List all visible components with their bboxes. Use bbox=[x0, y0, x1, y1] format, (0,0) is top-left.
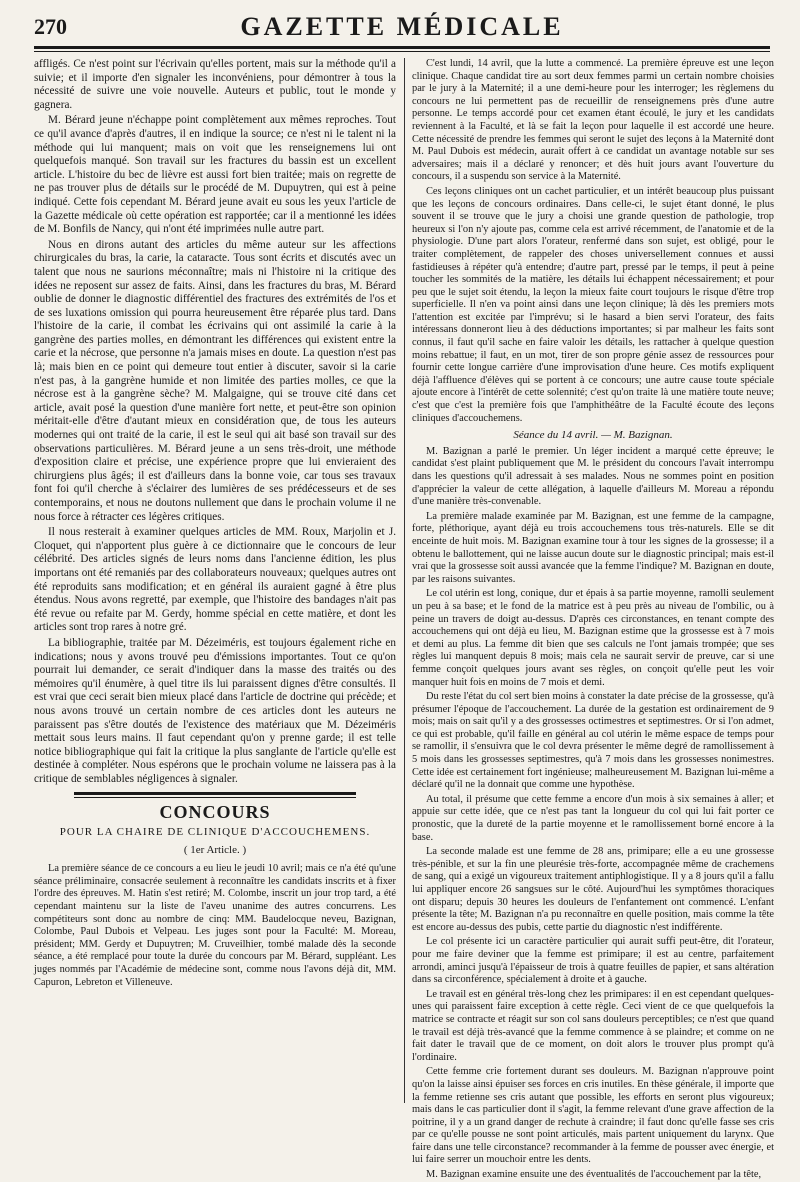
paragraph: La bibliographie, traitée par M. Dézeiméris, est toujours également riche en indications; nous y avons trouvé peu d'émissions importantes. Tout ce qu'on pourrait lui demander, ce serait d'indiquer dans la masse des traités ou des mémoires qu'il énumère, à quel titre ils lui paraissent dignes d'être consultés. Il est vrai que ceci serait bien mieux placé dans l'article de doctrine qui précède; et nous avons trouvé un certain nombre de ces articles dont les auteurs ne paraissent pas s'être doutés de l'existence des matériaux que M. Dézeiméris mettait sous leurs mains. Il faut cependant qu'on y prenne garde; il est telle notice bibliographique qui fait la critique la plus sanglante de l'article qu'elle est destinée à compléter. Nous espérons que le prochain volume ne laissera pas à la critique de semblables négligences à signaler. bbox=[34, 636, 396, 785]
paragraph: Le col présente ici un caractère particulier qui aurait suffi peut-être, dit l'orateur, pour me faire deviner que la femme est primipare; il est au centre, parfaitement arrondi, aminci jusqu'à l'épaisseur de trois à quatre feuilles de papier, et sans altération dans sa circonférence, spécialement à droite et à gauche. bbox=[412, 936, 774, 986]
page-number: 270 bbox=[34, 14, 67, 39]
right-column bbox=[412, 58, 774, 1182]
paragraph: La première séance de ce concours a eu lieu le jeudi 10 avril; mais ce n'a été qu'une séance préliminaire, consacrée seulement à reconnaître les candidats inscrits et à fixer l'ordre des épreuves. M. Hatin s'est retiré; M. Colombe, inscrit un jour trop tard, a été cependant maintenu sur la liste de l'aveu unanime des autres concurrens. Les compétiteurs sont donc au nombre de cinq: MM. Baudelocque neveu, Bazignan, Colombe, Paul Dubois et Velpeau. Les juges sont pour la Faculté: M. Moreau, président; MM. Gerdy et Dupuytren; M. Cruveilhier, tombé malade dès la seconde séance, a été remplacé pour toute la durée du concours par M. Bérard, suppléant. Les juges nommés par l'Académie de médecine sont, comme nous l'avons déjà dit, MM. Capuron, Lebreton et Villeneuve. bbox=[34, 863, 396, 988]
paragraph: Au total, il présume que cette femme a encore d'un mois à six semaines à aller; et appuie sur cette idée, que ce n'est pas tant la longueur du col qui lui fait porter ce pronostic, que la dureté de la partie moyenne et le ramollissement borné encore à la base. bbox=[412, 793, 774, 843]
paragraph: Il nous resterait à examiner quelques articles de MM. Roux, Marjolin et J. Cloquet, qui n'apportent plus guère à ce dictionnaire que le concours de leur célébrité. Des articles signés de leurs noms dans l'ancienne édition, les plus importans ont été remaniés par des collaborateurs nouveaux; quelques autres ont été reproduits sans modification; et en général ils auraient gagné à être plus étendus. Nous avons regretté, par exemple, que l'histoire des bandages n'ait pas été revue ou refaite par M. Gerdy, homme spécial en cette matière, et dont les articles sont trop rares à notre gré. bbox=[34, 526, 396, 634]
page-header bbox=[34, 8, 770, 48]
paragraph: La première malade examinée par M. Bazignan, est une femme de la campagne, forte, pléthorique, ayant déjà eu trois accouchemens tous très-naturels. Elle se dit enceinte de huit mois. M. Bazignan examine tour à tour les signes de la grossesse; il a obtenu le ballottement, qui ne laisse aucun doute sur le diagnostic principal; mais est-il vrai que la grossesse soit aussi avancée que la femme l'indique? M. Bazignan en doute, par les raisons suivantes. bbox=[412, 510, 774, 585]
paragraph: affligés. Ce n'est point sur l'écrivain qu'elles portent, mais sur la méthode qu'il a suivie; et il importe d'en signaler les inconvéniens, pour démontrer à tous la nécessité de suivre une voie nouvelle. Auteurs et public, tout le monde y gagnera. bbox=[34, 58, 396, 111]
paragraph: La seconde malade est une femme de 28 ans, primipare; elle a eu une grossesse très-pénible, et sur la fin une pleurésie très-forte, accompagnée même de crachemens de sang, qui a exigé un vigoureux traitement antiphlogistique. Il y a 8 jours qu'il a fallu lui appliquer encore 26 sangsues sur le côté. Aujourd'hui les symptômes thoraciques ont disparu; depuis 30 heures les douleurs de l'enfantement ont commencé. L'enfant présente la tête; M. Bazignan n'a pu reconnaître en quelle position, mais comme la tête est encore au-dessus des pubis, cette partie du diagnostic n'est indifférente. bbox=[412, 846, 774, 933]
header-rule-thick bbox=[34, 46, 770, 49]
header-rule-thin bbox=[34, 51, 770, 52]
column-divider bbox=[404, 58, 405, 1103]
session-heading: Séance du 14 avril. — M. Bazignan. bbox=[513, 429, 673, 442]
paragraph: M. Bérard jeune n'échappe point complètement aux mêmes reproches. Tout ce qu'il avance d'après d'autres, il en indique la source; ce n'est ni le talent ni la méthode qui lui manquent; mais on voit que les renseignemens lui ont quelquefois manqué. Son travail sur les fractures du bassin est un excellent article. L'histoire du bec de lièvre est aussi fort bien traitée; mais on regrette de ne pas trouver plus de détails sur le procédé de M. Dupuytren, qui est à peine indiqué. Cette fois cependant M. Bérard jeune avait eu sous les yeux l'article de la Gazette médicale où cette opération est rapportée; car il a mentionné les idées de M. Bonfils de Nancy, qui n'ont été imprimées nulle autre part. bbox=[34, 114, 396, 236]
paragraph: Ces leçons cliniques ont un cachet particulier, et un intérêt beaucoup plus puissant que les leçons de concours ordinaires. Dans celle-ci, le sujet étant donné, le plus souvent il se trouve que le jury a choisi une grande question de pathologie, trop heureux si l'on n'y ajoute pas, comme cela est arrivé récemment, de l'anatomie et de la physiologie. D'une part alors l'orateur, renfermé dans son sujet, est obligé, pour le traiter complètement, de rappeler des choses universellement connues et aussi fastidieuses à répéter qu'à entendre; d'autre part, pressé par le temps, il peut à peine toucher les sommités de la matière, les détails lui échappent nécessairement; et pour peu que le sujet soit étendu, la leçon la mieux faite court toujours le risque d'être trop superficielle. Il n'en va point ainsi dans une leçon clinique; là dès les premiers mots l'attention est excitée par l'imprévu; si le hasard a bien servi l'orateur, des faits intéressans donneront lieu à des déductions importantes; si par malheur les faits sont connus, il faut qu'il sache en faire valoir les détails, les rattacher à quelque question moins rebattue; il faut, en un mot, tirer de son propre génie assez de ressources pour fournir cette longue carrière d'une improvisation d'une heure. Ces motifs expliquent déjà l'affluence d'élèves qui se portent à ce concours; une autre cause toute spéciale ajoute encore à l'intérêt de cette solennité; c'est qu'on traite là une matière toute neuve; c'est que c'est la première fois que l'amphithéâtre de la Faculté écoute des leçons cliniques d'accouchemens. bbox=[412, 185, 774, 424]
paragraph: Du reste l'état du col sert bien moins à constater la date précise de la grossesse, qu'à présumer l'époque de l'accouchement. La durée de la gestation est ordinairement de 9 mois; mais on sait qu'il y a des grossesses octimestres et septimestres. Or si l'on admet, ce qui est probable, qu'il faille en général au col utérin le même espace de temps pour se ramollir, il s'ensuivra que le col devra présenter le même degré de ramollissement à 5 mois dans les grossesses septimestres, qu'à 7 mois dans les grossesses nonimestres. Cette idée est certainement fort ingénieuse; malheureusement M. Bazignan lui-même a déclaré qu'il ne la donnait que comme une hypothèse. bbox=[412, 691, 774, 791]
paragraph: C'est lundi, 14 avril, que la lutte a commencé. La première épreuve est une leçon clinique. Chaque candidat tire au sort deux femmes parmi un certain nombre choisies par le jury à la Maternité; il a une demi-heure pour les interroger; les règlemens du concours ne lui permettent pas de recueillir de renseignemens près d'une autre personne. Le temps accordé pour cet examen étant écoulé, le jury et les candidats reviennent à la Faculté, et là se fait la leçon pour laquelle il est accordé une heure. Cette nécessité de prendre les femmes qui seront le sujet des leçons à la Maternité dont M. Paul Dubois est médecin, aurait offert à ce candidat un avantage notable sur ses adversaires; mais il a déclaré y renoncer; et dès huit jours avant l'ouverture du concours, il a suspendu son service à la Maternité. bbox=[412, 58, 774, 183]
paragraph: Cette femme crie fortement durant ses douleurs. M. Bazignan n'approuve point qu'on la laisse ainsi épuiser ses forces en cris inutiles. En thèse générale, il importe que la femme retienne ses cris autant que possible, les efforts en seront plus vigoureux; mais dans le cas particulier dont il s'agit, la femme relevant d'une grave affection de la poitrine, il y a un grand danger de rechute à craindre; il faut donc qu'elle fasse ses cris par ce qu'elle pousse ne sont point articulés, mais partent uniquement du larynx. Que faire dans une telle circonstance? recommander à la femme de pousser avec énergie, et lui faire serrer un mouchoir entre les dents. bbox=[412, 1066, 774, 1166]
section-rule-thin bbox=[74, 797, 356, 798]
paragraph: Le col utérin est long, conique, dur et épais à sa partie moyenne, ramolli seulement un peu à sa base; et le fond de la matrice est à peu près au niveau de l'ombilic, ou à peine un travers de doigt au-dessus. D'après ces circonstances, en tenant compte des accouchemens qui ont déjà eu lieu, M. Bazignan estime que la grossesse est à 7 mois et demi au plus. La femme dit bien que ses calculs ne l'ont jamais trompée; que ses règles lui manquent depuis 8 mois; mais cela ne saurait servir de preuve, car si une femme conçoit quelques jours avant ses règles, on conçoit qu'elle peut les voir manquer huit fois en moins de 7 mois et demi. bbox=[412, 588, 774, 688]
journal-title: GAZETTE MÉDICALE bbox=[240, 12, 564, 41]
section-rule-thick bbox=[74, 792, 356, 795]
paragraph: M. Bazignan examine ensuite une des éventualités de l'accouchement par la tête, bbox=[426, 1169, 762, 1181]
paragraph: Nous en dirons autant des articles du même auteur sur les affections chirurgicales du bras, la carie, la cataracte. Tous sont écrits et discutés avec un talent que nous ne saurions méconnaître; mais ni l'histoire ni la critique des idées ne reposent sur assez de faits. Ainsi, dans les fractures du bras, M. Bérard oublie de donner le diagnostic différentiel des fractures des extrémités de l'os et de ses luxations omission qui pourra heureusement être réparée plus tard. Dans l'histoire de la carie, il combat les écrivains qui ont assimilé la carie à la gangrène des parties molles, en démontrant les différences qui existent entre la carie et la nécrose, que personne n'a jamais mises en doute. La question n'est pas là; mais bien en ce point qui demeure tout entier à discuter, savoir si la carie n'est pas, à la gangrène humide et non limitée des parties molles, ce que la nécrose est à la gangrène sèche? M. Malgaigne, qui se trouve cité dans cet article, avait posé la question d'une manière fort nette, et peut-être son opinion méritait-elle d'être d'autant mieux en considération que, de tous les auteurs modernes qui ont traité de la carie, il est le seul qui ait basé son travail sur des observations particulières. M. Bérard jeune a un sens très-droit, une méthode d'exposition claire et précise, une expérience propre que lui envieraient des chirurgiens plus âgés; il est d'ailleurs dans la bonne voie, car tous ses travaux font foi qu'il cherche à s'éclairer des lumières de ses prédécesseurs et de ses contemporains, et nous ne doutons nullement que dans le prochain volume il ne nous force à rétracter ces légères critiques. bbox=[34, 238, 396, 523]
section-title: CONCOURS bbox=[159, 802, 271, 823]
paragraph: Le travail est en général très-long chez les primipares: il en est cependant quelques-unes qui paraissent faire exception à cette règle. Ceci vient de ce que quelquefois la matrice se contracte et réagit sur son col sans douleurs perceptibles; ce n'est que quand le travail est déjà très-avancé que la femme commence à se plaindre; et comme on ne fait dater le travail que de ce moment, on doit alors le trouver plus prompt qu'à l'ordinaire. bbox=[412, 988, 774, 1063]
paragraph: M. Bazignan a parlé le premier. Un léger incident a marqué cette épreuve; le candidat s'est plaint publiquement que M. le président du concours l'avait interrompu dans les questions qu'il adressait à ses malades. Nous ne sommes point en position d'apprécier la valeur de cette allégation, à laquelle d'ailleurs M. Moreau a répondu d'une manière très-convenable. bbox=[412, 445, 774, 508]
section-subtitle: POUR LA CHAIRE DE CLINIQUE D'ACCOUCHEMENS. bbox=[59, 826, 371, 839]
article-number: ( 1er Article. ) bbox=[183, 843, 247, 856]
left-column bbox=[34, 58, 396, 989]
